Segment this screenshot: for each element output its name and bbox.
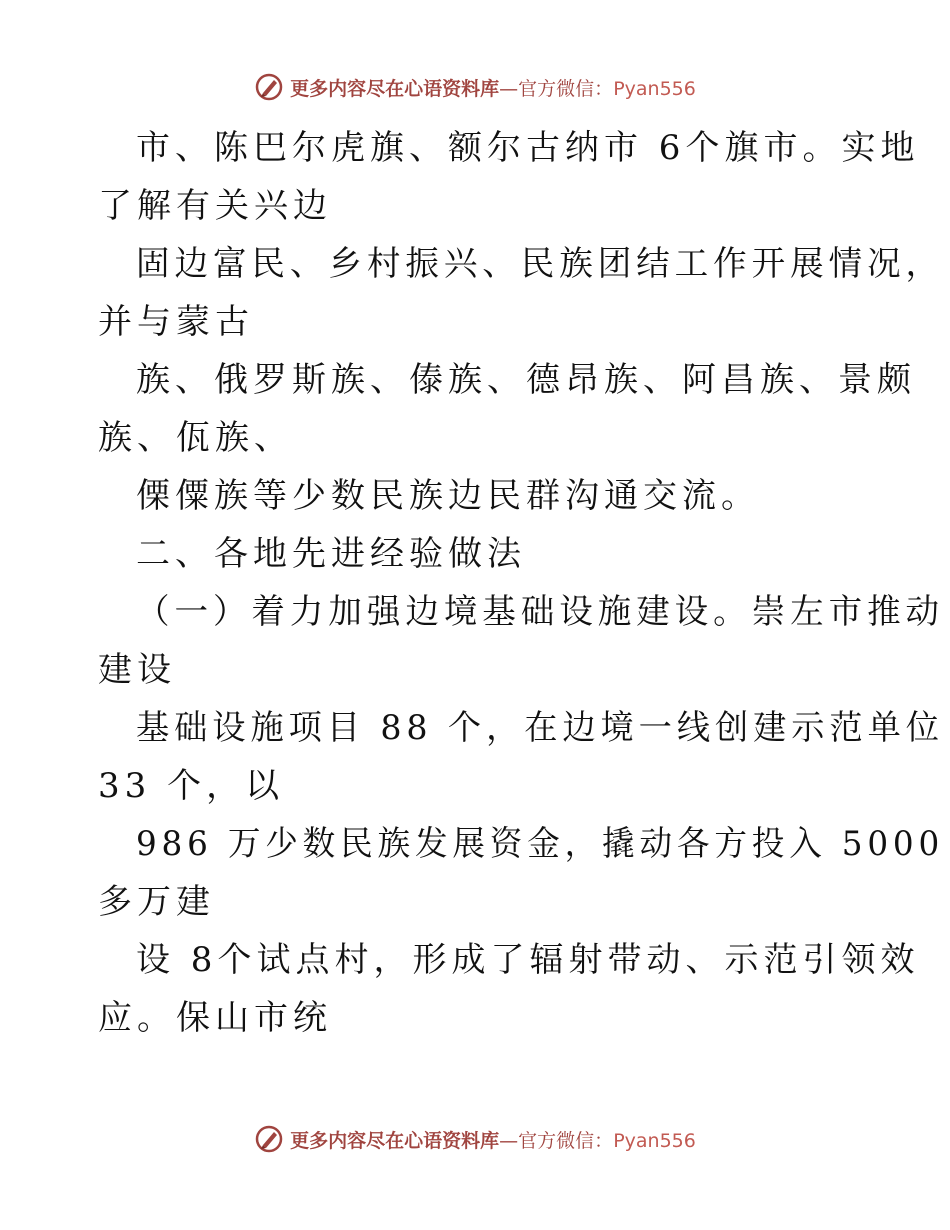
watermark-text bbox=[290, 74, 696, 101]
watermark-contact-id: Pyan556 bbox=[613, 77, 696, 100]
watermark-contact-label: 官方微信： bbox=[518, 1129, 614, 1152]
footer-watermark bbox=[0, 1124, 950, 1154]
body-line: 了解有关兴边 bbox=[98, 186, 332, 226]
pen-logo-icon bbox=[254, 1124, 284, 1154]
section-heading: 二、各地先进经验做法 bbox=[136, 534, 526, 574]
body-line: 33 个，以 bbox=[98, 766, 285, 806]
watermark-name: 更多内容尽在心语资料库 bbox=[290, 77, 500, 100]
body-line: 建设 bbox=[98, 650, 176, 690]
body-line: 多万建 bbox=[98, 882, 215, 922]
watermark-contact-label: 官方微信： bbox=[518, 77, 614, 100]
watermark-contact-id: Pyan556 bbox=[613, 1129, 696, 1152]
watermark-separator: — bbox=[499, 1129, 519, 1152]
body-line: 设 8个试点村，形成了辐射带动、示范引领效 bbox=[136, 940, 920, 980]
body-line: 市、陈巴尔虎旗、额尔古纳市 6个旗市。实地 bbox=[136, 128, 920, 168]
watermark-name: 更多内容尽在心语资料库 bbox=[290, 1129, 500, 1152]
body-line: 族、佤族、 bbox=[98, 418, 293, 458]
body-line: 基础设施项目 88 个，在边境一线创建示范单位 bbox=[136, 708, 944, 748]
subsection-heading: （一）着力加强边境基础设施建设。崇左市推动 bbox=[136, 592, 945, 632]
body-line: 应。保山市统 bbox=[98, 998, 332, 1038]
body-line: 傈僳族等少数民族边民群沟通交流。 bbox=[136, 476, 760, 516]
watermark-separator: — bbox=[499, 77, 519, 100]
body-line: 986 万少数民族发展资金，撬动各方投入 5000 bbox=[136, 824, 945, 864]
header-watermark bbox=[0, 72, 950, 102]
body-line: 族、俄罗斯族、傣族、德昂族、阿昌族、景颇 bbox=[136, 360, 916, 400]
watermark-text bbox=[290, 1126, 696, 1153]
pen-logo-icon bbox=[254, 72, 284, 102]
body-line: 并与蒙古 bbox=[98, 302, 254, 342]
body-line: 固边富民、乡村振兴、民族团结工作开展情况， bbox=[136, 244, 945, 284]
